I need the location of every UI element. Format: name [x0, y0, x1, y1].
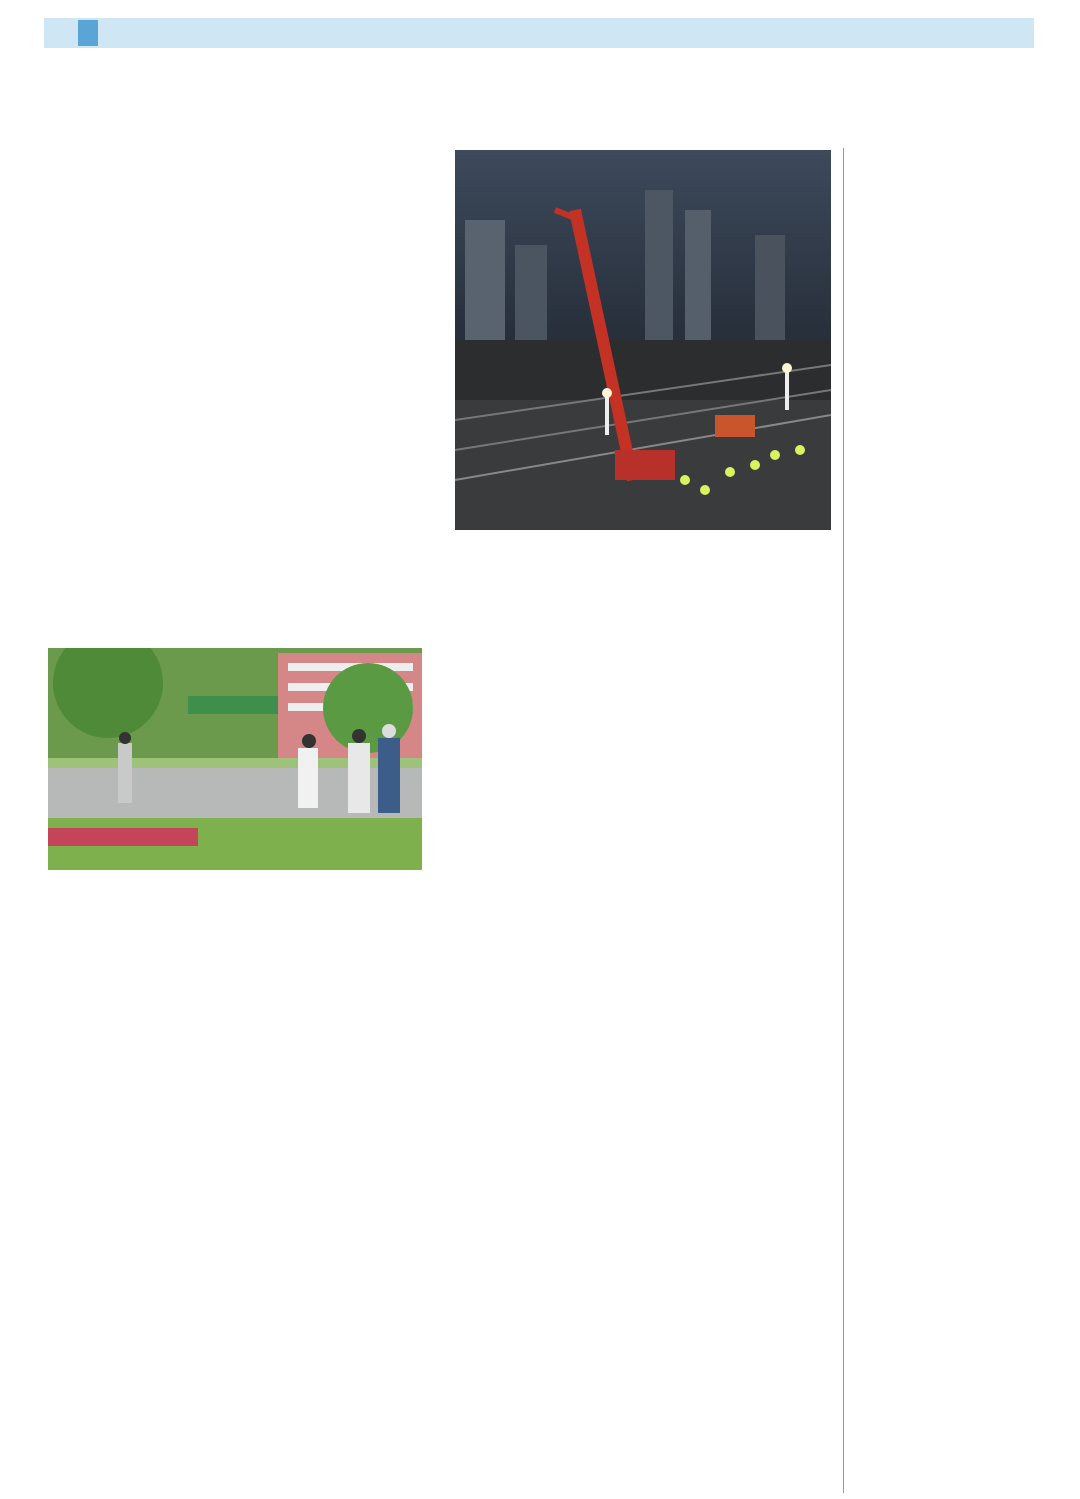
article2-column-2 — [250, 880, 424, 1492]
article2-column-4 — [653, 648, 829, 1493]
article1-column-1 — [50, 180, 223, 535]
column-divider — [843, 148, 844, 1493]
article3-column-bottom — [856, 550, 1034, 1490]
article2-column-1 — [50, 908, 222, 1493]
construction-night-photo — [455, 150, 831, 530]
campus-students-photo — [48, 648, 422, 870]
header-bar — [44, 18, 1034, 48]
article3-column-top — [856, 180, 967, 550]
section-label — [78, 20, 98, 46]
article2-column-3 — [452, 648, 627, 1493]
article1-column-2 — [250, 148, 424, 538]
